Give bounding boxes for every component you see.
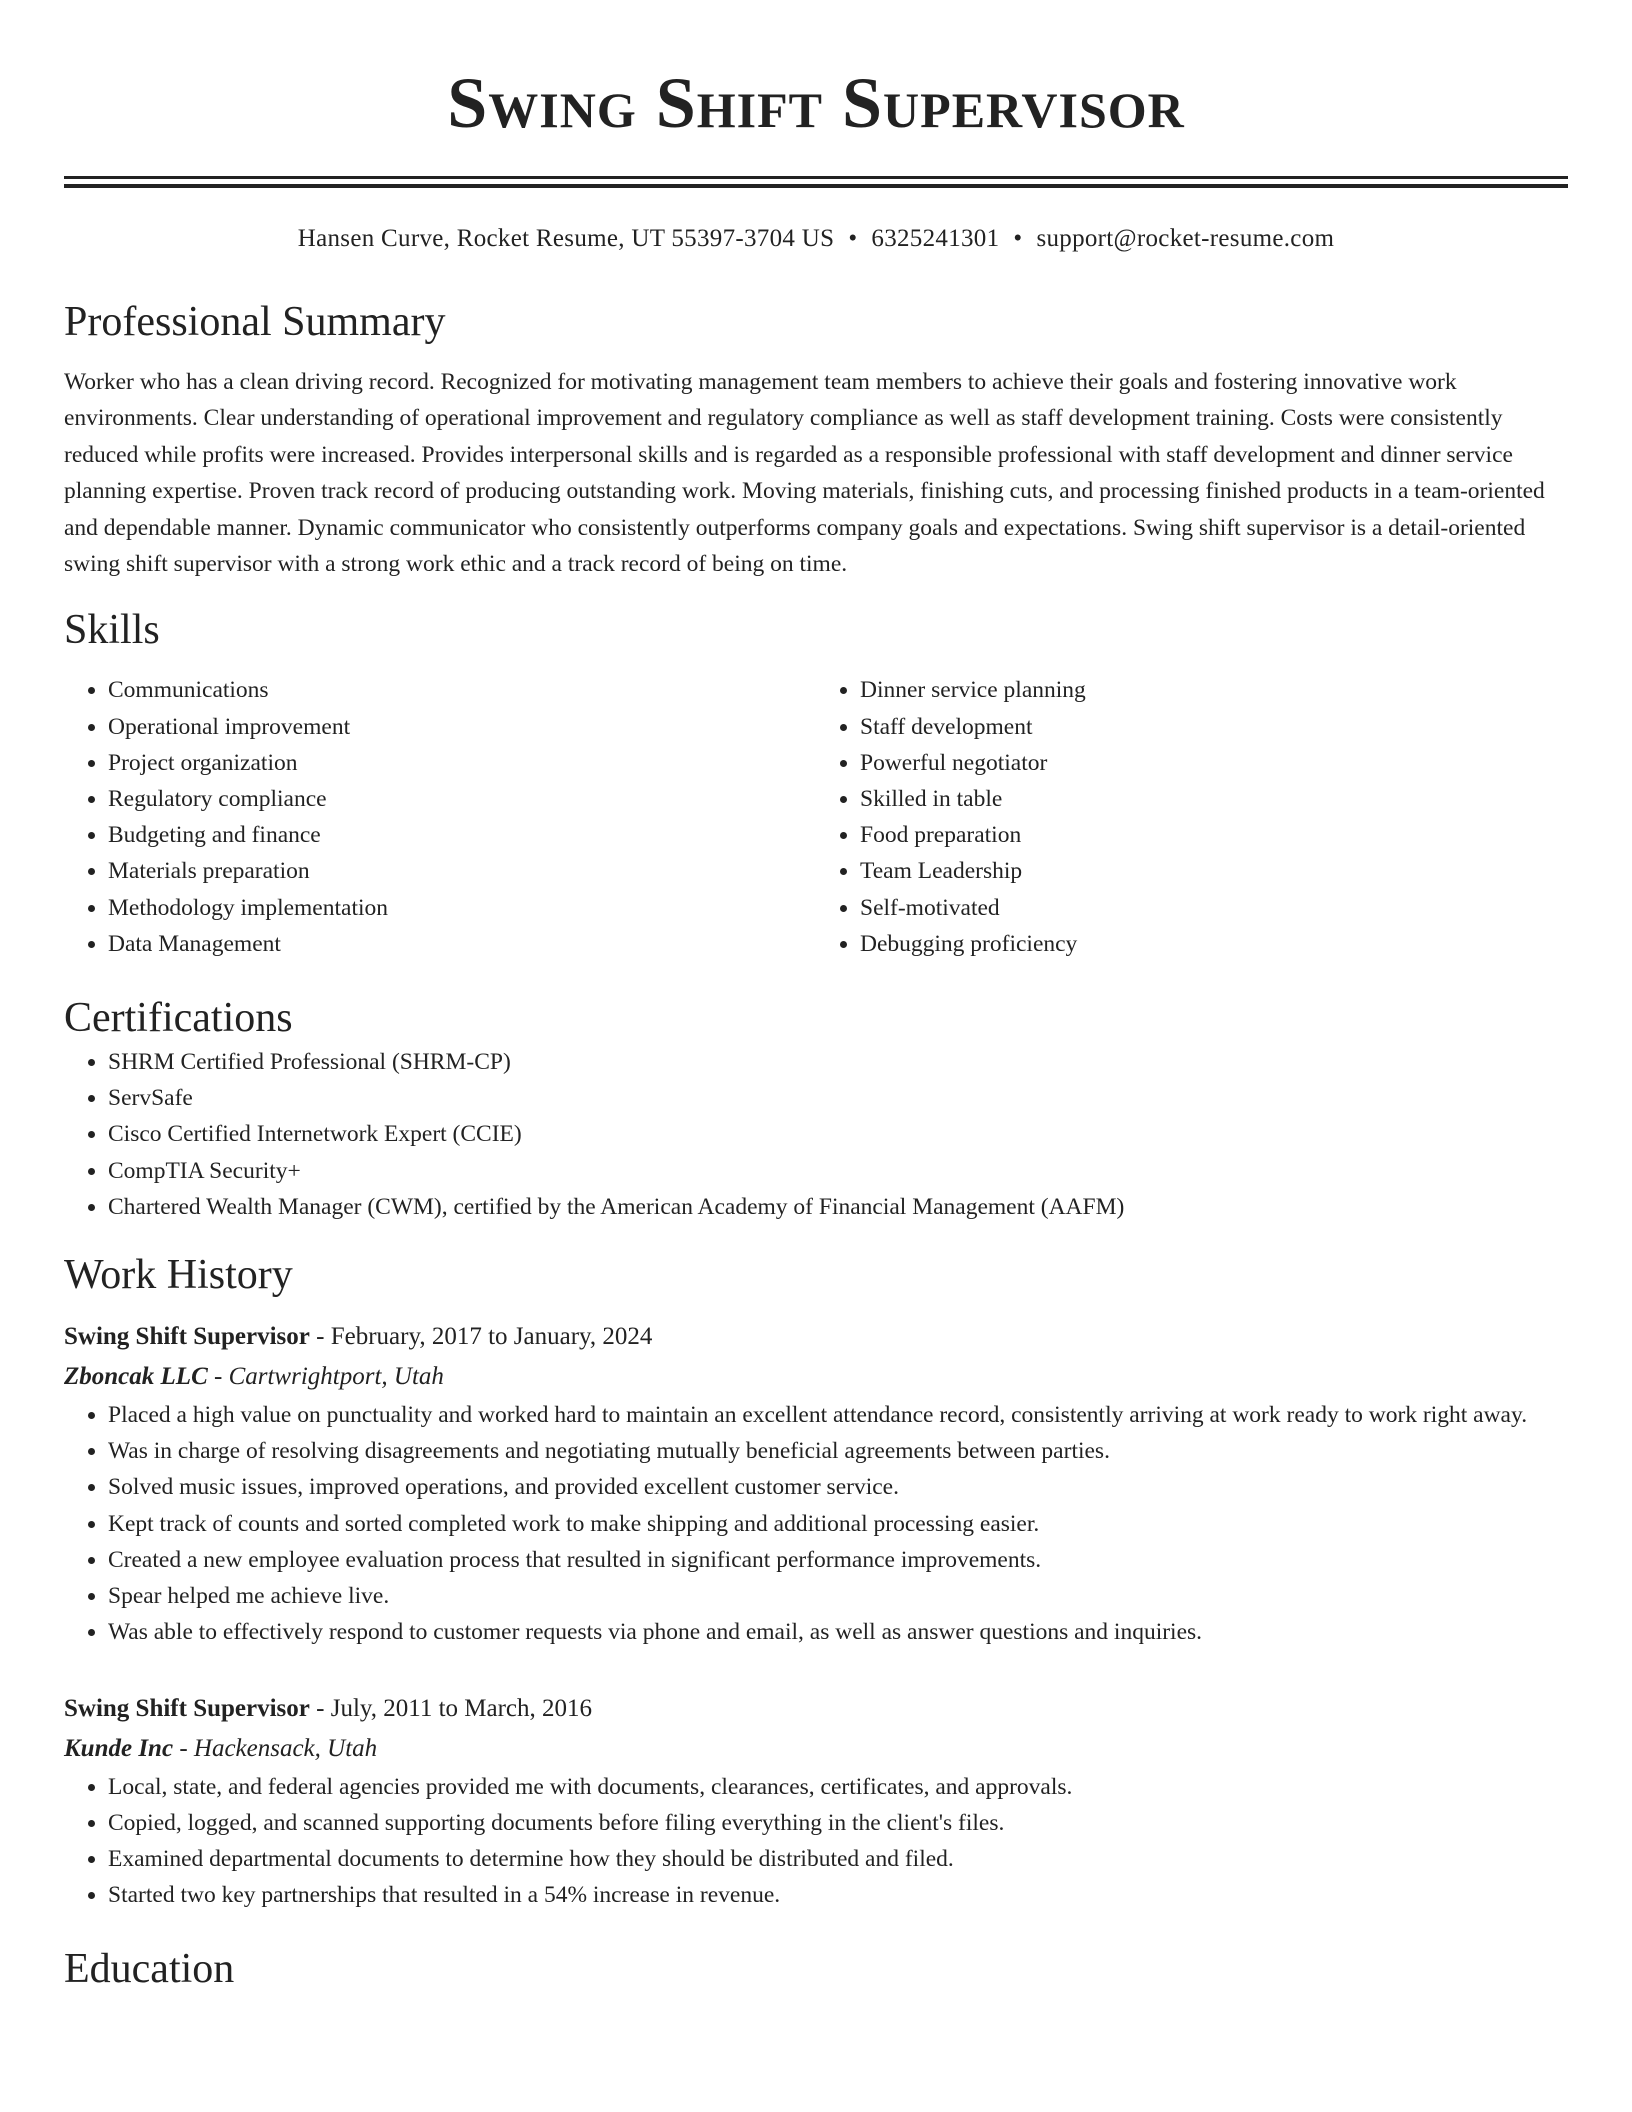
skill-item: • Communications (108, 672, 816, 708)
contact-line (64, 222, 1568, 256)
job-location: - Cartwrightport, Utah (207, 1363, 444, 1391)
contact-email: support@rocket-resume.com (1036, 225, 1335, 252)
job-title: Swing Shift Supervisor (64, 1323, 310, 1351)
skill-item: • Skilled in table (860, 781, 1568, 817)
skill-item: • Debugging proficiency (860, 926, 1568, 962)
skill-item: • Food preparation (860, 817, 1568, 853)
skill-item: • Staff development (860, 709, 1568, 745)
job-duties-list (64, 1769, 1568, 1914)
skill-item: • Operational improvement (108, 709, 816, 745)
skill-item: • Methodology implementation (108, 890, 816, 926)
skill-item: • Dinner service planning (860, 672, 1568, 708)
work-history-heading: Work History (64, 1252, 293, 1299)
skills-list-left (64, 672, 816, 962)
skill-item: • Budgeting and finance (108, 817, 816, 853)
contact-separator: • (848, 225, 858, 252)
certification-item: • SHRM Certified Professional (SHRM-CP) (108, 1044, 1568, 1080)
contact-address: Hansen Curve, Rocket Resume, UT 55397-3704 US (297, 225, 835, 252)
skill-item: • Project organization (108, 745, 816, 781)
job-duties-list (64, 1397, 1568, 1650)
summary-text: Worker who has a clean driving record. Recognized for motivating management team members to achieve their goals and fostering innovative work environments. Clear understanding of operational improvement and regulatory compliance as well as staff development training. Costs were consistently reduced while profits were increased. Provides interpersonal skills and is regarded as a responsible professional with staff development and dinner service planning expertise. Proven track record of producing outstanding work. Moving materials, finishing cuts, and processing finished products in a team-oriented and dependable manner. Dynamic communicator who consistently outperforms company goals and expectations. Swing shift supervisor is a detail-oriented swing shift supervisor with a strong work ethic and a track record of being on time. (64, 369, 1545, 578)
summary-heading: Professional Summary (64, 299, 446, 345)
certification-item: • ServSafe (108, 1080, 1568, 1116)
skill-item: • Powerful negotiator (860, 745, 1568, 781)
certification-item: • Chartered Wealth Manager (CWM), certified by the American Academy of Financial Management (AAFM) (108, 1189, 1568, 1225)
skill-item: • Materials preparation (108, 853, 816, 889)
job-duty-item: • Copied, logged, and scanned supporting documents before filing everything in the client's files. (108, 1805, 1568, 1841)
job-title: Swing Shift Supervisor (64, 1694, 310, 1722)
job-duty-item: • Kept track of counts and sorted completed work to make shipping and additional processing easier. (108, 1506, 1568, 1542)
job-entry (64, 1689, 1568, 1914)
job-company: Kunde Inc (64, 1734, 174, 1762)
job-duty-item: • Spear helped me achieve live. (108, 1578, 1568, 1614)
job-dates: - February, 2017 to January, 2024 (309, 1323, 653, 1351)
job-duty-item: • Started two key partnerships that resulted in a 54% increase in revenue. (108, 1877, 1568, 1913)
certifications-list (64, 1044, 1568, 1225)
skill-item: • Self-motivated (860, 890, 1568, 926)
skills-grid (64, 672, 1568, 962)
job-company-line (64, 1729, 1568, 1769)
skills-heading: Skills (64, 607, 160, 654)
job-title-line (64, 1689, 1568, 1729)
job-duty-item: • Examined departmental documents to determine how they should be distributed and filed. (108, 1841, 1568, 1877)
job-duty-item: • Local, state, and federal agencies provided me with documents, clearances, certificates, and approvals. (108, 1769, 1568, 1805)
skills-list-right (816, 672, 1568, 962)
skill-item: • Regulatory compliance (108, 781, 816, 817)
certification-item: • Cisco Certified Internetwork Expert (CCIE) (108, 1116, 1568, 1152)
job-duty-item: • Placed a high value on punctuality and worked hard to maintain an excellent attendance record, consistently arriving at work ready to work right away. (108, 1397, 1568, 1433)
skills-column-left (64, 672, 816, 962)
header-divider (64, 176, 1568, 188)
resume-title: Swing Shift Supervisor (447, 63, 1185, 143)
job-duty-item: • Was able to effectively respond to customer requests via phone and email, as well as answer questions and inquiries. (108, 1614, 1568, 1650)
job-company: Zboncak LLC (64, 1363, 208, 1391)
skills-column-right (816, 672, 1568, 962)
job-company-line (64, 1357, 1568, 1397)
certifications-heading: Certifications (64, 995, 293, 1042)
certification-item: • CompTIA Security+ (108, 1153, 1568, 1189)
job-duty-item: • Created a new employee evaluation process that resulted in significant performance improvements. (108, 1542, 1568, 1578)
contact-separator: • (1013, 225, 1023, 252)
job-duty-item: • Was in charge of resolving disagreements and negotiating mutually beneficial agreements between parties. (108, 1433, 1568, 1469)
job-dates: - July, 2011 to March, 2016 (309, 1694, 593, 1722)
education-heading: Education (64, 1946, 235, 1993)
skill-item: • Data Management (108, 926, 816, 962)
skill-item: • Team Leadership (860, 853, 1568, 889)
job-title-line (64, 1317, 1568, 1357)
job-entry (64, 1317, 1568, 1650)
job-location: - Hackensack, Utah (173, 1734, 378, 1762)
job-duty-item: • Solved music issues, improved operations, and provided excellent customer service. (108, 1469, 1568, 1505)
contact-phone: 6325241301 (871, 225, 1000, 252)
